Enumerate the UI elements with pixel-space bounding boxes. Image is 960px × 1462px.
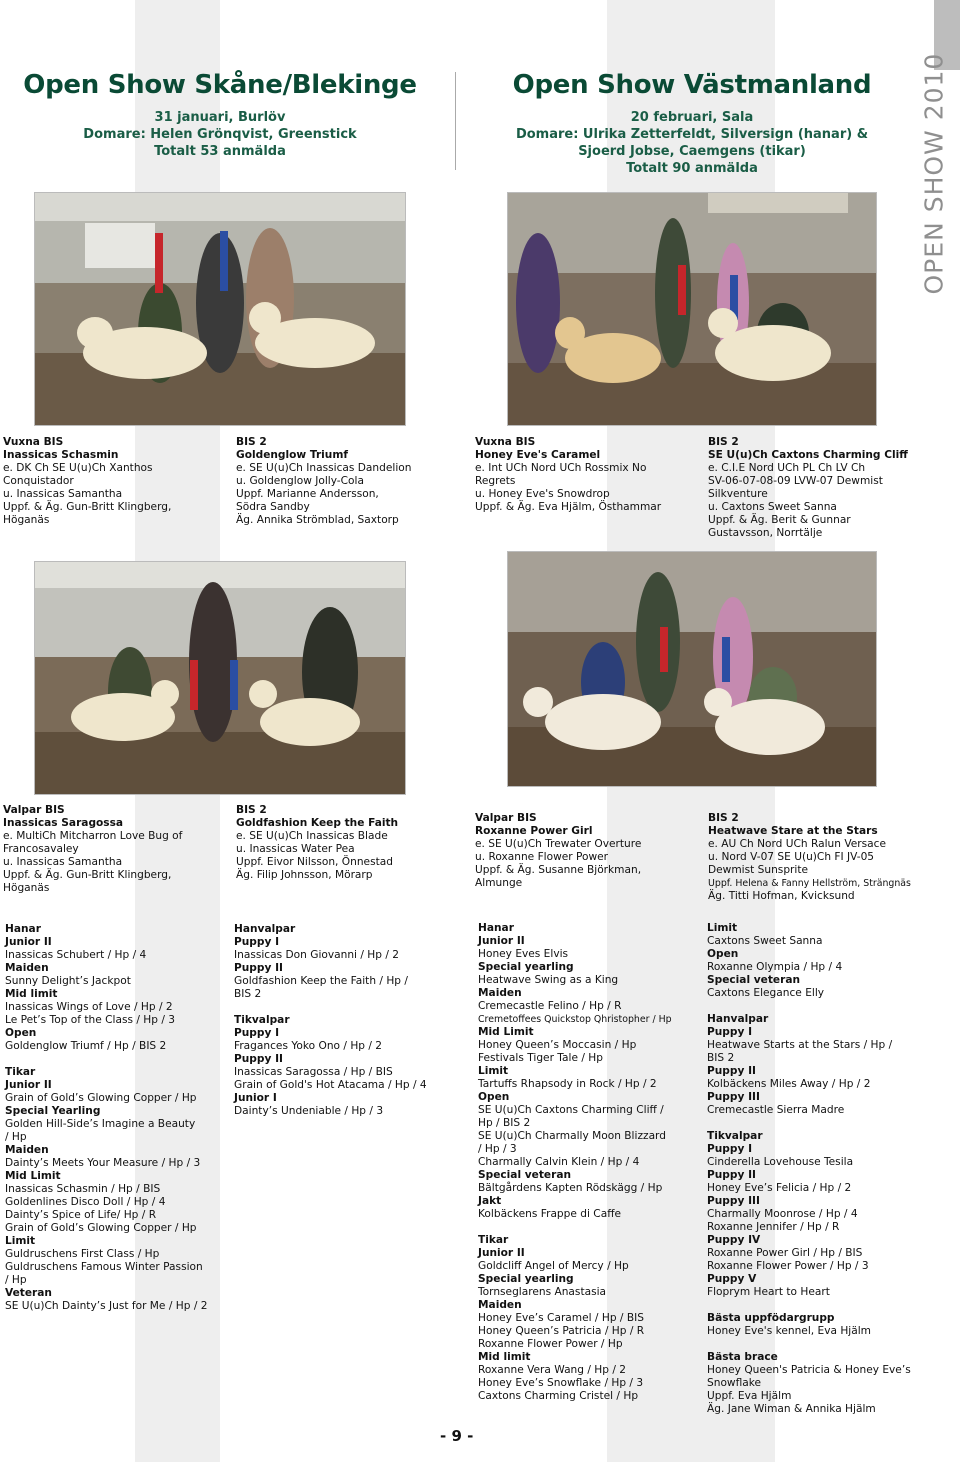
entry-line: Kolbäckens Frappe di Caffe: [478, 1208, 622, 1220]
entry-line: Grain of Gold's Hot Atacama / Hp / 4: [234, 1079, 427, 1091]
class-heading: Mid Limit: [478, 1026, 534, 1038]
class-heading: Goldfashion Keep the Faith: [236, 817, 399, 829]
entry-line: Tornseglarens Anastasia: [478, 1286, 607, 1298]
entry-line: Uppf. & Äg. Susanne Björkman,: [475, 864, 642, 876]
entry-line: Goldfashion Keep the Faith / Hp /: [234, 975, 408, 987]
caption-skane-vuxna-bis: [3, 436, 218, 527]
entry-line: Almunge: [475, 877, 523, 889]
entry-line: Floprym Heart to Heart: [707, 1286, 830, 1298]
entry-line: [234, 1001, 449, 1014]
info-line: Domare: Helen Grönqvist, Greenstick: [83, 127, 357, 142]
entry-line: Roxanne Jennifer / Hp / R: [707, 1221, 840, 1233]
entry-line: Honey Queen’s Patricia / Hp / R: [478, 1325, 645, 1337]
entry-line: e. AU Ch Nord UCh Ralun Versace: [708, 838, 887, 850]
entry-line: SE U(u)Ch Charmally Moon Blizzard: [478, 1130, 666, 1142]
entry-line: Honey Eve’s Felicia / Hp / 2: [707, 1182, 852, 1194]
entry-line: Conquistador: [3, 475, 74, 487]
entry-line: u. Inassicas Samantha: [3, 856, 123, 868]
class-heading: Hanvalpar: [707, 1013, 769, 1025]
class-heading: Special yearling: [478, 1273, 574, 1285]
class-heading: Puppy II: [234, 1053, 283, 1065]
entry-line: [707, 1299, 937, 1312]
class-heading: Puppy III: [707, 1091, 760, 1103]
class-heading: Puppy II: [707, 1065, 756, 1077]
class-heading: Puppy I: [707, 1143, 753, 1155]
left-show-info: [0, 109, 440, 160]
entry-line: [707, 1338, 937, 1351]
class-heading: Junior II: [478, 935, 525, 947]
page-number: - 9 -: [440, 1427, 474, 1445]
right-show-title: Open Show Västmanland: [512, 70, 872, 100]
entry-line: Uppf. Helena & Fanny Hellström, Strängnäs: [708, 878, 911, 889]
entry-line: Inassicas Saragossa / Hp / BIS: [234, 1066, 393, 1078]
class-heading: Puppy V: [707, 1273, 757, 1285]
entry-line: Uppf. & Äg. Berit & Gunnar: [708, 514, 851, 526]
entry-line: Uppf. & Äg. Eva Hjälm, Östhammar: [475, 501, 662, 513]
entry-line: Bältgårdens Kapten Rödskägg / Hp: [478, 1182, 663, 1194]
class-heading: Veteran: [5, 1287, 52, 1299]
class-heading: Maiden: [5, 1144, 49, 1156]
info-line: Totalt 90 anmälda: [626, 161, 758, 176]
photo-skane-adults: [34, 192, 406, 426]
class-heading: Puppy III: [707, 1195, 760, 1207]
entry-line: Äg. Annika Strömblad, Saxtorp: [236, 514, 399, 526]
entry-line: e. SE U(u)Ch Inassicas Blade: [236, 830, 388, 842]
info-line: 20 februari, Sala: [630, 110, 754, 125]
entry-line: Uppf. Marianne Andersson,: [236, 488, 379, 500]
class-heading: Bästa uppfödargrupp: [707, 1312, 835, 1324]
entry-line: u. Roxanne Flower Power: [475, 851, 609, 863]
entry-line: [478, 1221, 703, 1234]
caption-skane-valpar-bis: [3, 804, 218, 895]
entry-line: Dainty’s Undeniable / Hp / 3: [234, 1105, 384, 1117]
info-line: 31 januari, Burlöv: [154, 110, 286, 125]
entry-line: Honey Eves Elvis: [478, 948, 569, 960]
class-heading: Puppy I: [234, 936, 280, 948]
entry-line: Höganäs: [3, 514, 50, 526]
entry-line: Charmally Calvin Klein / Hp / 4: [478, 1156, 640, 1168]
entry-line: Golden Hill-Side’s Imagine a Beauty: [5, 1118, 196, 1130]
entry-line: Cremecastle Felino / Hp / R: [478, 1000, 622, 1012]
class-heading: Special veteran: [478, 1169, 572, 1181]
caption-vastmanland-valpar-bis: [475, 812, 700, 890]
entry-line: / Hp: [5, 1274, 27, 1286]
entry-line: Äg. Jane Wiman & Annika Hjälm: [707, 1403, 876, 1415]
info-line: Totalt 53 anmälda: [154, 144, 286, 159]
class-heading: Open: [478, 1091, 510, 1103]
entry-line: [5, 1053, 225, 1066]
header-divider: [455, 72, 456, 170]
class-heading: Hanar: [5, 923, 41, 935]
entry-line: Sunny Delight’s Jackpot: [5, 975, 131, 987]
class-heading: Goldenglow Triumf: [236, 449, 348, 461]
entry-line: Roxanne Power Girl / Hp / BIS: [707, 1247, 863, 1259]
left-show-title: Open Show Skåne/Blekinge: [23, 70, 417, 100]
class-heading: Limit: [707, 922, 738, 934]
class-heading: Roxanne Power Girl: [475, 825, 593, 837]
results-skane-puppies: [234, 923, 449, 1118]
entry-line: Inassicas Don Giovanni / Hp / 2: [234, 949, 400, 961]
class-heading: Bästa brace: [707, 1351, 778, 1363]
entry-line: Södra Sandby: [236, 501, 310, 513]
entry-line: e. SE U(u)Ch Inassicas Dandelion: [236, 462, 412, 474]
class-heading: Open: [5, 1027, 37, 1039]
class-heading: Junior II: [5, 936, 52, 948]
entry-line: Grain of Gold’s Glowing Copper / Hp: [5, 1222, 197, 1234]
entry-line: Grain of Gold’s Glowing Copper / Hp: [5, 1092, 197, 1104]
caption-vastmanland-vuxna-bis: [475, 436, 700, 514]
entry-line: Gustavsson, Norrtälje: [708, 527, 823, 539]
info-line: Sjoerd Jobse, Caemgens (tikar): [578, 144, 806, 159]
class-heading: Puppy I: [707, 1026, 753, 1038]
entry-line: e. SE U(u)Ch Trewater Overture: [475, 838, 642, 850]
class-heading: Inassicas Saragossa: [3, 817, 124, 829]
class-heading: Limit: [5, 1235, 36, 1247]
entry-line: e. C.I.E Nord UCh PL Ch LV Ch: [708, 462, 866, 474]
entry-line: Silkventure: [708, 488, 768, 500]
entry-line: Inassicas Schasmin / Hp / BIS: [5, 1183, 161, 1195]
class-heading: Mid limit: [478, 1351, 531, 1363]
class-heading: Tikar: [5, 1066, 36, 1078]
caption-vastmanland-bis2: [708, 436, 938, 540]
class-heading: BIS 2: [708, 812, 739, 824]
entry-line: Roxanne Flower Power / Hp: [478, 1338, 623, 1350]
results-vastmanland-adults: [478, 922, 703, 1403]
entry-line: SE U(u)Ch Dainty’s Just for Me / Hp / 2: [5, 1300, 208, 1312]
entry-line: Honey Queen's Patricia & Honey Eve’s: [707, 1364, 911, 1376]
entry-line: [707, 1000, 937, 1013]
entry-line: u. Inassicas Samantha: [3, 488, 123, 500]
class-heading: Valpar BIS: [3, 804, 65, 816]
entry-line: Honey Eve’s Snowflake / Hp / 3: [478, 1377, 644, 1389]
photo-vastmanland-puppies: [507, 551, 877, 787]
entry-line: Roxanne Flower Power / Hp / 3: [707, 1260, 869, 1272]
entry-line: Guldruschens First Class / Hp: [5, 1248, 160, 1260]
class-heading: Tikvalpar: [234, 1014, 290, 1026]
entry-line: Festivals Tiger Tale / Hp: [478, 1052, 603, 1064]
class-heading: Special yearling: [478, 961, 574, 973]
class-heading: Hanar: [478, 922, 514, 934]
right-show-header: [462, 70, 922, 177]
entry-line: Uppf. & Äg. Gun-Britt Klingberg,: [3, 501, 172, 513]
entry-line: u. Caxtons Sweet Sanna: [708, 501, 837, 513]
entry-line: Le Pet’s Top of the Class / Hp / 3: [5, 1014, 176, 1026]
entry-line: u. Goldenglow Jolly-Cola: [236, 475, 364, 487]
class-heading: Tikar: [478, 1234, 509, 1246]
entry-line: Höganäs: [3, 882, 50, 894]
class-heading: Puppy II: [234, 962, 283, 974]
class-heading: Puppy I: [234, 1027, 280, 1039]
entry-line: u. Nord V-07 SE U(u)Ch FI JV-05: [708, 851, 875, 863]
entry-line: BIS 2: [234, 988, 262, 1000]
class-heading: Limit: [478, 1065, 509, 1077]
class-heading: Maiden: [478, 987, 522, 999]
entry-line: Äg. Titti Hofman, Kvicksund: [708, 890, 855, 902]
class-heading: Special Yearling: [5, 1105, 101, 1117]
entry-line: [707, 1117, 937, 1130]
results-skane-adults: [5, 923, 225, 1313]
entry-line: Roxanne Vera Wang / Hp / 2: [478, 1364, 627, 1376]
class-heading: Junior II: [5, 1079, 52, 1091]
entry-line: Uppf. & Äg. Gun-Britt Klingberg,: [3, 869, 172, 881]
entry-line: Dewmist Sunsprite: [708, 864, 809, 876]
entry-line: Dainty’s Spice of Life/ Hp / R: [5, 1209, 157, 1221]
entry-line: / Hp / 3: [478, 1143, 517, 1155]
entry-line: Goldenglow Triumf / Hp / BIS 2: [5, 1040, 167, 1052]
photo-skane-puppies: [34, 561, 406, 795]
entry-line: Cremetoffees Quickstop Qhristopher / Hp: [478, 1014, 672, 1025]
entry-line: Äg. Filip Johnsson, Mörarp: [236, 869, 373, 881]
entry-line: Uppf. Eva Hjälm: [707, 1390, 792, 1402]
entry-line: Kolbäckens Miles Away / Hp / 2: [707, 1078, 871, 1090]
entry-line: Cremecastle Sierra Madre: [707, 1104, 845, 1116]
results-vastmanland-more: [707, 922, 937, 1416]
entry-line: Honey Eve’s Caramel / Hp / BIS: [478, 1312, 644, 1324]
side-title: OPEN SHOW 2010: [919, 52, 949, 295]
class-heading: Vuxna BIS: [3, 436, 64, 448]
entry-line: Tartuffs Rhapsody in Rock / Hp / 2: [478, 1078, 657, 1090]
entry-line: u. Honey Eve's Snowdrop: [475, 488, 610, 500]
caption-skane-bis2: [236, 436, 451, 527]
entry-line: Cinderella Lovehouse Tesila: [707, 1156, 854, 1168]
entry-line: Honey Queen’s Moccasin / Hp: [478, 1039, 637, 1051]
class-heading: Open: [707, 948, 739, 960]
entry-line: Honey Eve's kennel, Eva Hjälm: [707, 1325, 871, 1337]
entry-line: Hp / BIS 2: [478, 1117, 531, 1129]
class-heading: Inassicas Schasmin: [3, 449, 119, 461]
entry-line: e. DK Ch SE U(u)Ch Xanthos: [3, 462, 153, 474]
info-line: Domare: Ulrika Zetterfeldt, Silversign (hanar) &: [515, 127, 869, 142]
class-heading: Maiden: [478, 1299, 522, 1311]
entry-line: Heatwave Swing as a King: [478, 974, 619, 986]
class-heading: Honey Eve's Caramel: [475, 449, 601, 461]
entry-line: SV-06-07-08-09 LVW-07 Dewmist: [708, 475, 883, 487]
entry-line: u. Inassicas Water Pea: [236, 843, 355, 855]
entry-line: e. Int UCh Nord UCh Rossmix No: [475, 462, 647, 474]
entry-line: Caxtons Elegance Elly: [707, 987, 825, 999]
entry-line: Regrets: [475, 475, 516, 487]
class-heading: BIS 2: [708, 436, 739, 448]
class-heading: Maiden: [5, 962, 49, 974]
class-heading: Hanvalpar: [234, 923, 296, 935]
caption-skane-valpar-bis2: [236, 804, 451, 882]
entry-line: Uppf. Eivor Nilsson, Önnestad: [236, 856, 393, 868]
class-heading: Mid limit: [5, 988, 58, 1000]
entry-line: Guldruschens Famous Winter Passion: [5, 1261, 203, 1273]
right-show-info: [462, 109, 922, 177]
entry-line: Inassicas Wings of Love / Hp / 2: [5, 1001, 173, 1013]
class-heading: Puppy IV: [707, 1234, 761, 1246]
entry-line: Inassicas Schubert / Hp / 4: [5, 949, 147, 961]
entry-line: Fragances Yoko Ono / Hp / 2: [234, 1040, 383, 1052]
entry-line: Roxanne Olympia / Hp / 4: [707, 961, 843, 973]
photo-vastmanland-adults: [507, 192, 877, 426]
entry-line: Caxtons Sweet Sanna: [707, 935, 823, 947]
class-heading: Junior I: [234, 1092, 277, 1104]
entry-line: BIS 2: [707, 1052, 735, 1064]
left-show-header: [0, 70, 440, 160]
class-heading: Tikvalpar: [707, 1130, 763, 1142]
entry-line: Charmally Moonrose / Hp / 4: [707, 1208, 858, 1220]
class-heading: Heatwave Stare at the Stars: [708, 825, 878, 837]
entry-line: Caxtons Charming Cristel / Hp: [478, 1390, 639, 1402]
entry-line: / Hp: [5, 1131, 27, 1143]
class-heading: Special veteran: [707, 974, 801, 986]
entry-line: Goldcliff Angel of Mercy / Hp: [478, 1260, 629, 1272]
caption-vastmanland-valpar-bis2: [708, 812, 938, 903]
class-heading: Mid Limit: [5, 1170, 61, 1182]
class-heading: Puppy II: [707, 1169, 756, 1181]
class-heading: BIS 2: [236, 436, 267, 448]
class-heading: BIS 2: [236, 804, 267, 816]
entry-line: e. MultiCh Mitcharron Love Bug of: [3, 830, 183, 842]
class-heading: Junior II: [478, 1247, 525, 1259]
class-heading: Jakt: [478, 1195, 502, 1207]
class-heading: Valpar BIS: [475, 812, 537, 824]
class-heading: SE U(u)Ch Caxtons Charming Cliff: [708, 449, 908, 461]
entry-line: Francosavaley: [3, 843, 79, 855]
class-heading: Vuxna BIS: [475, 436, 536, 448]
entry-line: Dainty’s Meets Your Measure / Hp / 3: [5, 1157, 201, 1169]
entry-line: Snowflake: [707, 1377, 762, 1389]
entry-line: Goldenlines Disco Doll / Hp / 4: [5, 1196, 166, 1208]
entry-line: Heatwave Starts at the Stars / Hp /: [707, 1039, 893, 1051]
entry-line: SE U(u)Ch Caxtons Charming Cliff /: [478, 1104, 664, 1116]
